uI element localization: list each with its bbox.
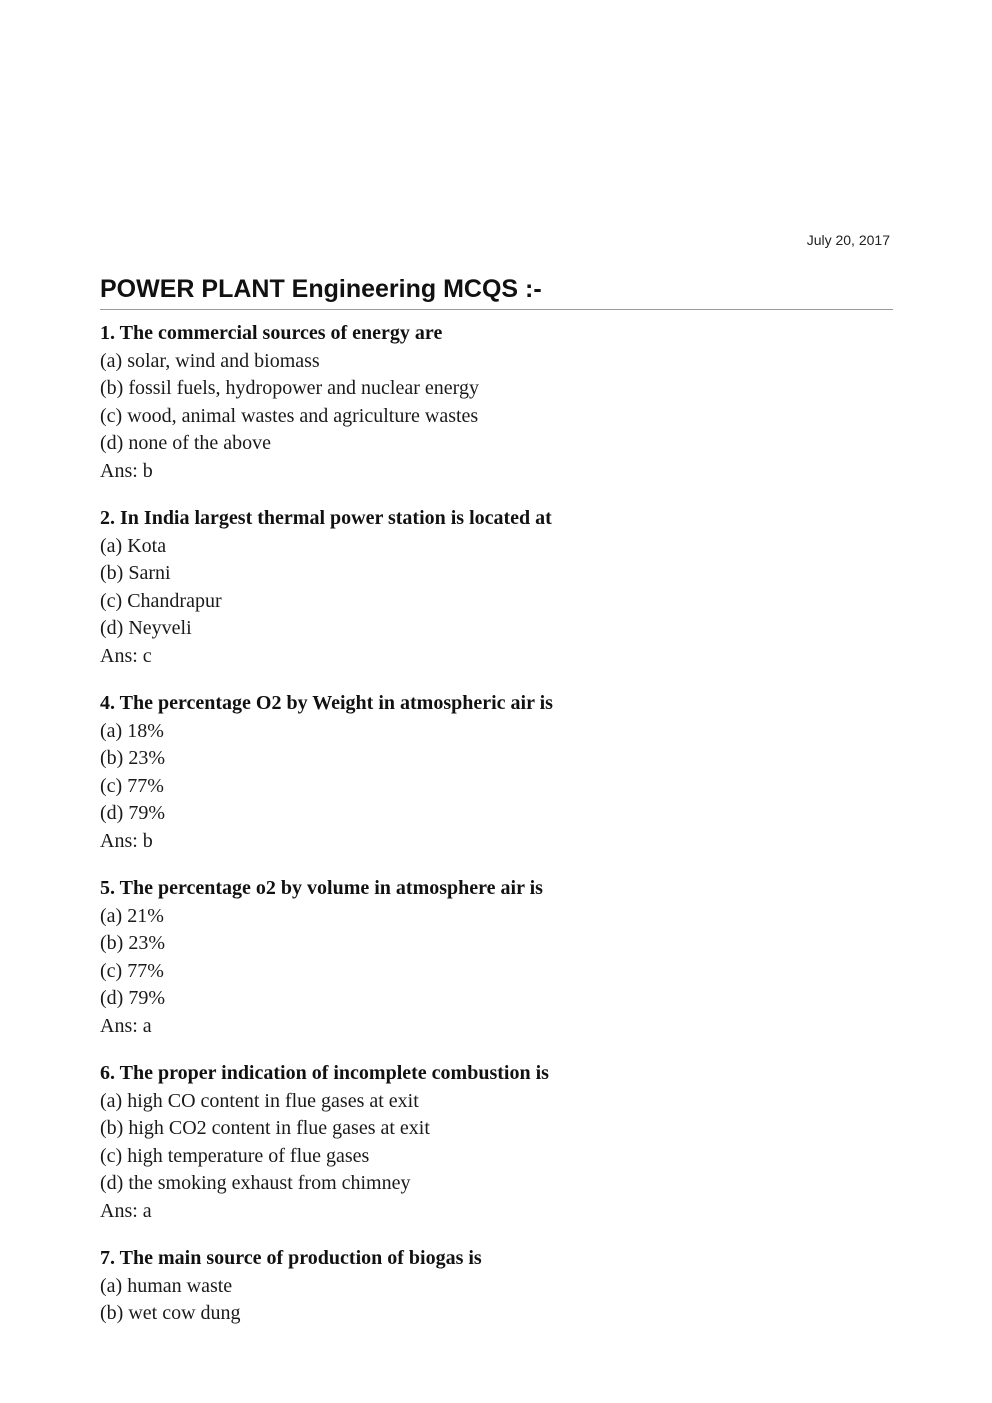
option-d: (d) 79% [100,987,165,1009]
option-d: (d) none of the above [100,432,272,454]
option-b: (b) wet cow dung [100,1302,241,1324]
option-c: (c) wood, animal wastes and agriculture wastes [100,404,479,427]
question-text: 4. The percentage O2 by Weight in atmospheric air is [100,692,553,714]
answer: Ans: c [100,644,152,667]
question-list [100,320,893,1348]
question-text: 5. The percentage o2 by volume in atmosphere air is [100,877,543,899]
option-d: (d) 79% [100,802,165,824]
question-text: 2. In India largest thermal power station is located at [100,507,552,529]
option-a: (a) high CO content in flue gases at exit [100,1089,419,1112]
question-item [100,505,893,670]
option-b: (b) 23% [100,932,165,954]
option-a: (a) Kota [100,534,167,557]
question-item [100,690,893,855]
option-a: (a) 21% [100,904,164,927]
option-d: (d) Neyveli [100,617,192,639]
question-text: 1. The commercial sources of energy are [100,322,443,344]
question-item [100,1245,893,1328]
option-a: (a) 18% [100,719,164,742]
option-a: (a) human waste [100,1274,233,1297]
option-c: (c) 77% [100,959,164,982]
option-b: (b) high CO2 content in flue gases at exit [100,1117,430,1139]
option-b: (b) Sarni [100,562,171,584]
document-date: July 20, 2017 [806,232,890,248]
question-text: 7. The main source of production of biogas is [100,1247,482,1269]
question-text: 6. The proper indication of incomplete combustion is [100,1062,549,1084]
option-c: (c) 77% [100,774,164,797]
option-d: (d) the smoking exhaust from chimney [100,1172,411,1194]
question-item [100,875,893,1040]
answer: Ans: a [100,1199,152,1222]
answer: Ans: b [100,829,153,852]
page-title: POWER PLANT Engineering MCQS :- [100,272,893,310]
answer: Ans: a [100,1014,152,1037]
option-b: (b) 23% [100,747,165,769]
option-a: (a) solar, wind and biomass [100,349,320,372]
question-item [100,320,893,485]
question-item [100,1060,893,1225]
option-c: (c) high temperature of flue gases [100,1144,370,1167]
option-c: (c) Chandrapur [100,589,222,612]
answer: Ans: b [100,459,153,482]
option-b: (b) fossil fuels, hydropower and nuclear energy [100,377,479,399]
